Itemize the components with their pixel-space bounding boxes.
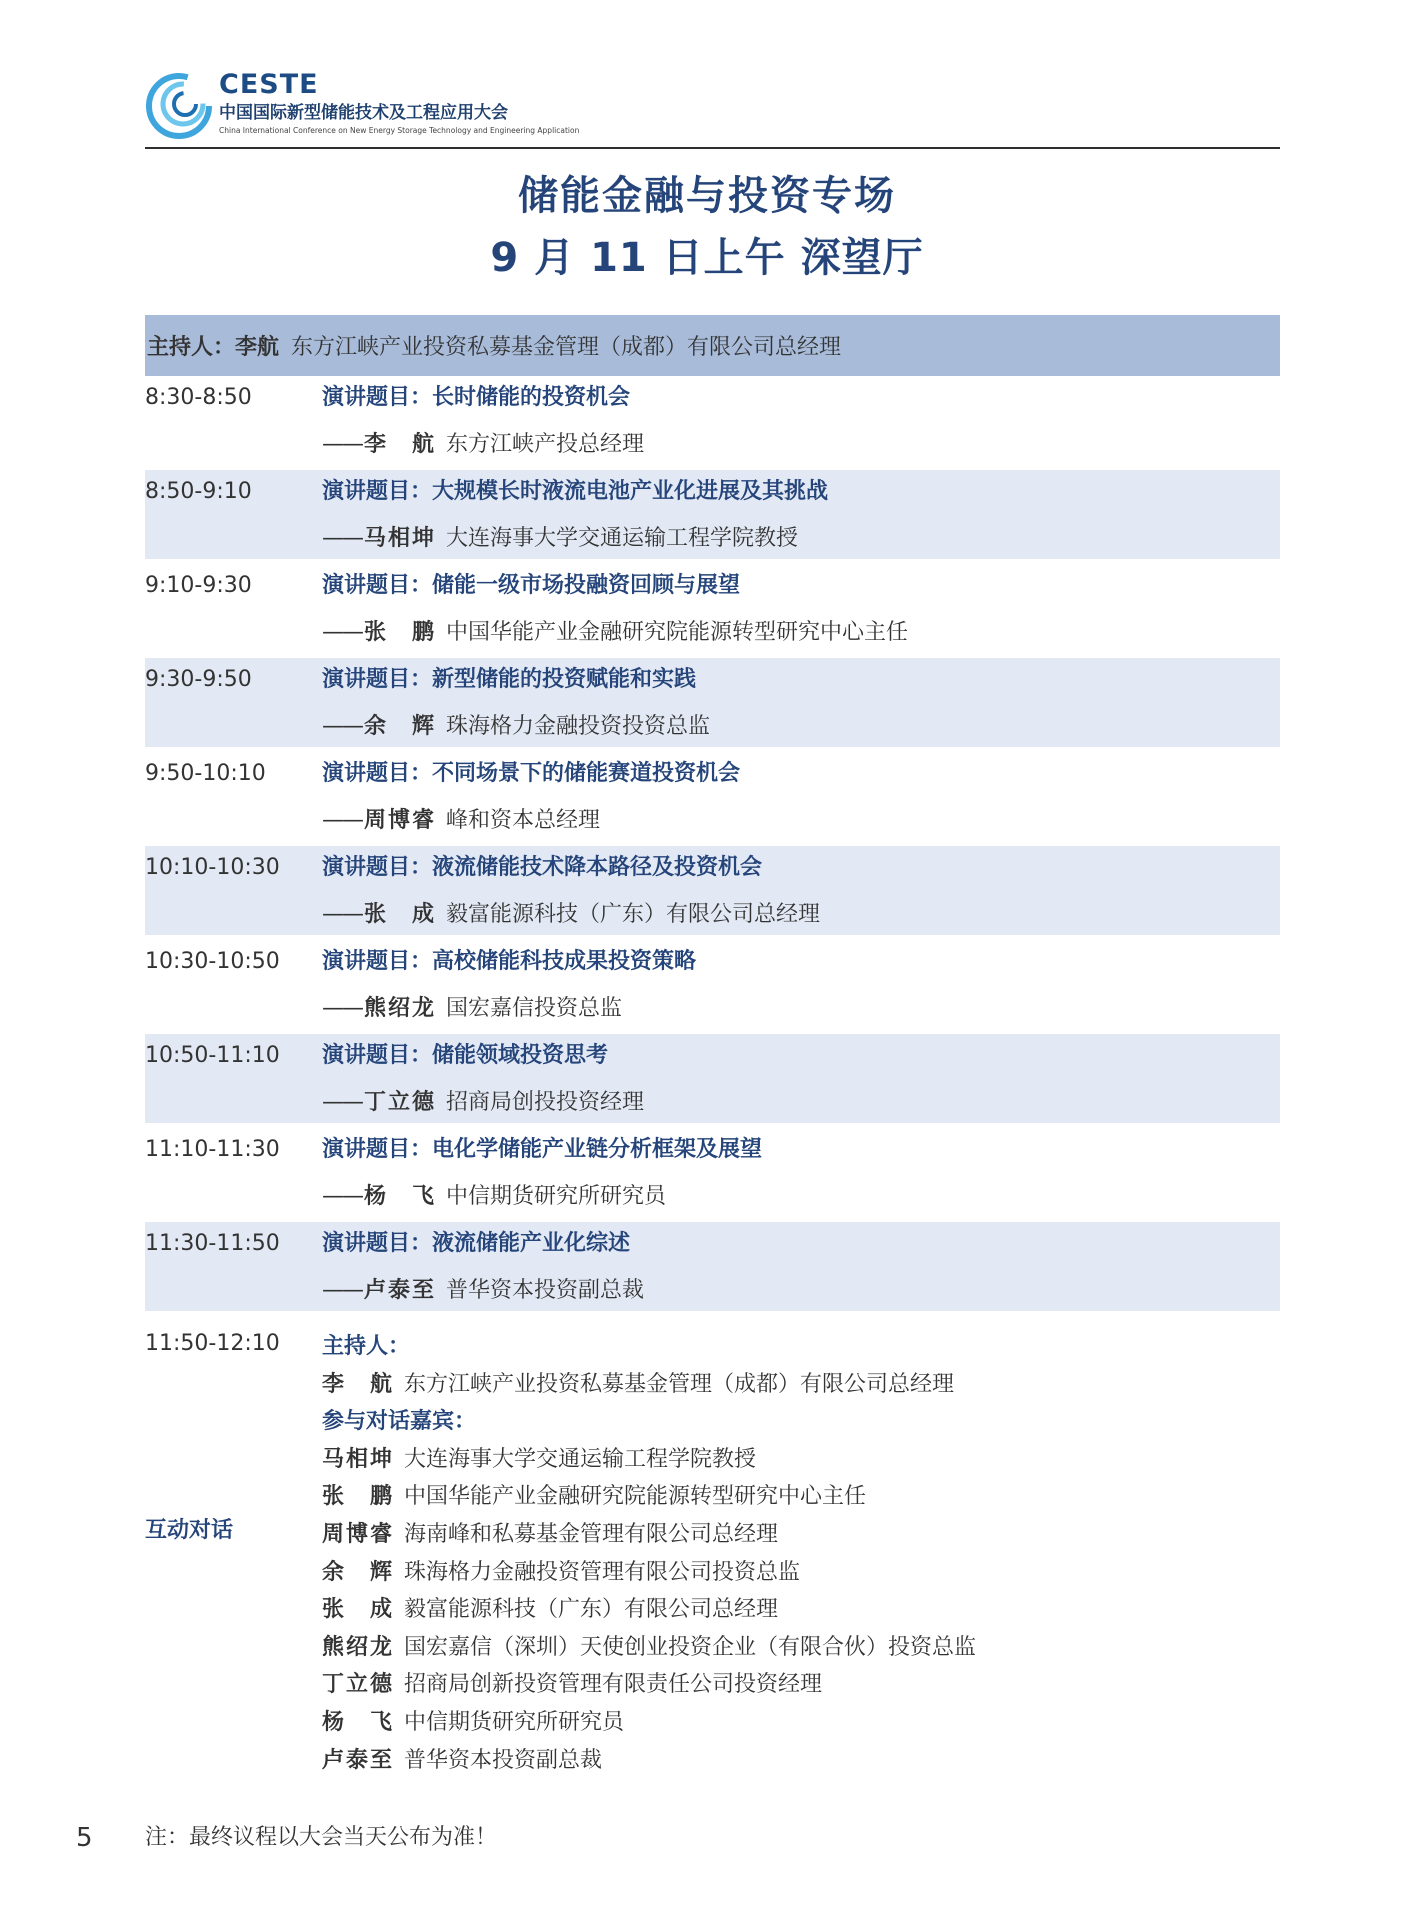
session-speaker (322, 807, 600, 835)
speaker-affiliation: 峰和资本总经理 (446, 808, 601, 833)
participant-name: 卢泰至 (322, 1747, 392, 1773)
agenda-row (145, 564, 1280, 653)
session-topic: 演讲题目：储能一级市场投融资回顾与展望 (322, 573, 741, 598)
panel-guest (322, 1666, 1222, 1704)
speaker-dash: —— (322, 808, 362, 833)
speaker-name: 杨 飞 (364, 1184, 434, 1209)
session-speaker (322, 713, 710, 741)
participant-title: 普华资本投资副总裁 (404, 1747, 603, 1773)
participant-title: 中国华能产业金融研究院能源转型研究中心主任 (404, 1484, 867, 1510)
host-title: 东方江峡产业投资私募基金管理（成都）有限公司总经理 (291, 335, 842, 360)
logo-acronym: CESTE (219, 69, 319, 100)
session-topic: 演讲题目：储能领域投资思考 (322, 1043, 609, 1068)
agenda-row (145, 470, 1280, 559)
speaker-dash: —— (322, 1278, 362, 1303)
agenda-row (145, 1128, 1280, 1217)
session-time: 8:50-9:10 (145, 479, 252, 504)
session-topic: 演讲题目：电化学储能产业链分析框架及展望 (322, 1137, 763, 1162)
panel-guest (322, 1742, 1222, 1780)
panel-guest (322, 1629, 1222, 1667)
speaker-name: 丁立德 (364, 1090, 434, 1115)
page-number: 5 (76, 1823, 93, 1853)
participant-title: 招商局创新投资管理有限责任公司投资经理 (404, 1672, 823, 1698)
speaker-name: 李 航 (364, 432, 434, 457)
session-time: 9:10-9:30 (145, 573, 252, 598)
session-topic: 演讲题目：液流储能技术降本路径及投资机会 (322, 855, 763, 880)
participant-name: 杨 飞 (322, 1709, 392, 1735)
participant-name: 余 辉 (322, 1559, 392, 1585)
panel-guest (322, 1704, 1222, 1742)
speaker-affiliation: 毅富能源科技（广东）有限公司总经理 (446, 902, 821, 927)
speaker-dash: —— (322, 432, 362, 457)
session-speaker (322, 1277, 644, 1305)
speaker-affiliation: 招商局创投投资经理 (446, 1090, 645, 1115)
speaker-affiliation: 珠海格力金融投资投资总监 (446, 714, 711, 739)
page-subtitle: 9 月 11 日上午 深望厅 (490, 235, 924, 281)
panel-time: 11:50-12:10 (145, 1331, 280, 1356)
session-speaker (322, 901, 820, 929)
speaker-affiliation: 东方江峡产投总经理 (446, 432, 645, 457)
panel-host-header: 主持人： (322, 1334, 411, 1359)
agenda-row (145, 1222, 1280, 1311)
agenda-row (145, 658, 1280, 747)
participant-name: 马相坤 (322, 1446, 392, 1472)
session-time: 9:50-10:10 (145, 761, 266, 786)
session-topic: 演讲题目：新型储能的投资赋能和实践 (322, 667, 697, 692)
session-time: 11:10-11:30 (145, 1137, 280, 1162)
host-label: 主持人：李航 (147, 335, 280, 360)
participant-name: 熊绍龙 (322, 1634, 392, 1660)
panel-participants (322, 1328, 1222, 1779)
speaker-name: 马相坤 (364, 526, 434, 551)
panel-host (322, 1366, 1222, 1404)
panel-guest (322, 1478, 1222, 1516)
conference-header (145, 62, 1280, 150)
participant-title: 海南峰和私募基金管理有限公司总经理 (404, 1521, 779, 1547)
panel-guest (322, 1441, 1222, 1479)
session-time: 10:30-10:50 (145, 949, 280, 974)
speaker-dash: —— (322, 902, 362, 927)
participant-name: 丁立德 (322, 1672, 392, 1698)
conference-logo-icon (145, 68, 217, 140)
session-time: 8:30-8:50 (145, 385, 252, 410)
agenda-row (145, 940, 1280, 1029)
session-time: 10:10-10:30 (145, 855, 280, 880)
session-speaker (322, 431, 644, 459)
panel-guest (322, 1516, 1222, 1554)
speaker-name: 余 辉 (364, 714, 434, 739)
speaker-affiliation: 大连海事大学交通运输工程学院教授 (446, 526, 799, 551)
session-speaker (322, 619, 908, 647)
participant-title: 珠海格力金融投资管理有限公司投资总监 (404, 1559, 801, 1585)
speaker-affiliation: 普华资本投资副总裁 (446, 1278, 645, 1303)
session-time: 11:30-11:50 (145, 1231, 280, 1256)
agenda-row (145, 1034, 1280, 1123)
panel-guests-header: 参与对话嘉宾： (322, 1409, 477, 1435)
session-time: 10:50-11:10 (145, 1043, 280, 1068)
participant-title: 毅富能源科技（广东）有限公司总经理 (404, 1597, 779, 1623)
host-bar (145, 315, 1280, 376)
session-speaker (322, 1183, 666, 1211)
panel-guest (322, 1591, 1222, 1629)
session-topic: 演讲题目：大规模长时液流电池产业化进展及其挑战 (322, 479, 829, 504)
speaker-dash: —— (322, 996, 362, 1021)
speaker-name: 卢泰至 (364, 1278, 434, 1303)
session-speaker (322, 995, 622, 1023)
participant-name: 张 成 (322, 1597, 392, 1623)
logo-chinese-name: 中国国际新型储能技术及工程应用大会 (219, 103, 508, 123)
participant-name: 李 航 (322, 1371, 392, 1397)
speaker-affiliation: 国宏嘉信投资总监 (446, 996, 623, 1021)
speaker-affiliation: 中国华能产业金融研究院能源转型研究中心主任 (446, 620, 909, 645)
agenda-row (145, 752, 1280, 841)
speaker-dash: —— (322, 1184, 362, 1209)
participant-title: 国宏嘉信（深圳）天使创业投资企业（有限合伙）投资总监 (404, 1634, 977, 1660)
participant-title: 东方江峡产业投资私募基金管理（成都）有限公司总经理 (404, 1371, 955, 1397)
participant-title: 中信期货研究所研究员 (404, 1709, 625, 1735)
agenda-row (145, 376, 1280, 465)
speaker-name: 张 鹏 (364, 620, 434, 645)
header-divider (145, 147, 1280, 149)
session-time: 9:30-9:50 (145, 667, 252, 692)
speaker-dash: —— (322, 620, 362, 645)
session-topic: 演讲题目：长时储能的投资机会 (322, 385, 631, 410)
footnote: 注：最终议程以大会当天公布为准！ (145, 1825, 498, 1850)
speaker-name: 张 成 (364, 902, 434, 927)
panel-label: 互动对话 (145, 1518, 234, 1543)
speaker-dash: —— (322, 526, 362, 551)
session-speaker (322, 1089, 644, 1117)
participant-title: 大连海事大学交通运输工程学院教授 (404, 1446, 757, 1472)
participant-name: 张 鹏 (322, 1484, 392, 1510)
session-topic: 演讲题目：液流储能产业化综述 (322, 1231, 631, 1256)
speaker-affiliation: 中信期货研究所研究员 (446, 1184, 667, 1209)
speaker-dash: —— (322, 714, 362, 739)
speaker-name: 周博睿 (364, 808, 434, 833)
session-topic: 演讲题目：不同场景下的储能赛道投资机会 (322, 761, 741, 786)
session-speaker (322, 525, 798, 553)
logo-english-name: China International Conference on New Energy Storage Technology and Engineering Application (219, 126, 580, 135)
page-title: 储能金融与投资专场 (518, 173, 896, 219)
session-topic: 演讲题目：高校储能科技成果投资策略 (322, 949, 697, 974)
panel-guest (322, 1554, 1222, 1592)
speaker-name: 熊绍龙 (364, 996, 434, 1021)
speaker-dash: —— (322, 1090, 362, 1115)
agenda-row (145, 846, 1280, 935)
participant-name: 周博睿 (322, 1521, 392, 1547)
